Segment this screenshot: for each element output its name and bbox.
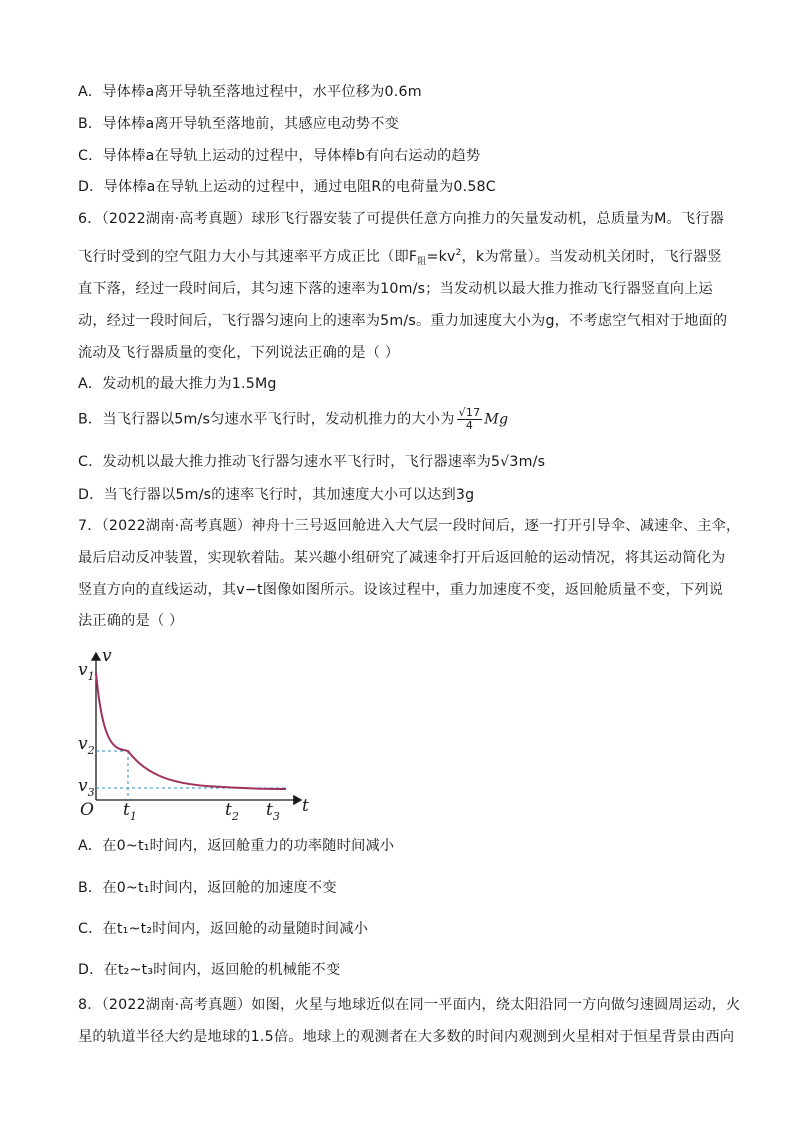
q7-stem-line-2: 最后启动反冲装置，实现软着陆。某兴趣小组研究了减速伞打开后返回舱的运动情况，将其运动简化为 [78,550,726,566]
v1-label: $v_1$ [78,660,95,683]
q6-stem-line-5: 流动及飞行器质量的变化，下列说法正确的是（ ） [78,345,400,361]
q6-option-d: D．当飞行器以5m/s的速率飞行时，其加速度大小可以达到3g [78,487,475,503]
q6-stem-line-1: 6．（2022湖南·高考真题）球形飞行器安装了可提供任意方向推力的矢量发动机，总质量为M。飞行器 [78,211,725,227]
q7-option-d: D．在t₂~t₃时间内，返回舱的机械能不变 [78,962,341,978]
q6-drag-subscript: 阻 [417,257,427,267]
q6-stem-line-2 [78,243,722,272]
q6-option-c: C．发动机以最大推力推动飞行器匀速水平飞行时，飞行器速率为5√3m/s [78,454,546,470]
q5-option-c: C．导体棒a在导轨上运动的过程中，导体棒b有向右运动的趋势 [78,148,481,164]
q6-stem-line-3: 直下落，经过一段时间后，其匀速下落的速率为10m/s；当发动机以最大推力推动飞行器竖直向上运 [78,281,713,297]
q6-stem-line-2-part-c: ，k为常量）。当发动机关闭时，飞行器竖 [461,249,722,265]
q6-option-b-mg: Mg [484,411,509,428]
q5-option-a: A．导体棒a离开导轨至落地过程中，水平位移为0.6m [78,84,422,100]
q6-square-superscript: 2 [455,248,462,258]
t-axis-label: t [302,796,309,816]
q7-option-b: B．在0~t₁时间内，返回舱的加速度不变 [78,880,337,896]
q7-stem-line-4: 法正确的是（ ） [78,613,184,629]
t2-label: $t_2$ [225,800,239,823]
q7-option-a: A．在0~t₁时间内，返回舱重力的功率随时间减小 [78,838,395,854]
q6-option-a: A．发动机的最大推力为1.5Mg [78,376,277,392]
v-t-graph [76,645,316,825]
v2-label: $v_2$ [78,734,95,757]
t3-label: $t_3$ [266,800,280,823]
q6-stem-line-2-part-b: =kv [426,249,456,265]
t1-label: $t_1$ [123,800,137,823]
velocity-curve [96,673,286,789]
q7-option-c: C．在t₁~t₂时间内，返回舱的动量随时间减小 [78,921,369,937]
q6-option-b-numerator: √17 [458,406,481,419]
q6-option-b-denominator: 4 [465,419,474,432]
q7-stem-line-1: 7．（2022湖南·高考真题）神舟十三号返回舱进入大气层一段时间后，逐一打开引导伞、减速伞、主伞， [78,518,741,534]
q6-option-b [78,407,508,432]
q7-stem-line-3: 竖直方向的直线运动，其v−t图像如图所示。设该过程中，重力加速度不变，返回舱质量不变，下列说 [78,582,724,598]
q8-stem-line-2: 星的轨道半径大约是地球的1.5倍。地球上的观测者在大多数的时间内观测到火星相对于恒星背景由西向 [78,1029,735,1045]
q6-option-b-fraction [457,407,483,432]
q6-stem-line-4: 动，经过一段时间后，飞行器匀速向上的速率为5m/s。重力加速度大小为g，不考虑空气相对于地面的 [78,313,728,329]
origin-label: O [80,800,94,820]
v-axis-label: v [102,646,112,666]
v3-label: $v_3$ [78,776,95,799]
q6-option-b-text: B．当飞行器以5m/s匀速水平飞行时，发动机推力的大小为 [78,411,455,428]
q5-option-d: D．导体棒a在导轨上运动的过程中，通过电阻R的电荷量为0.58C [78,179,496,195]
q6-stem-line-2-part-a: 飞行时受到的空气阻力大小与其速率平方成正比（即F [78,249,418,265]
q8-stem-line-1: 8．（2022湖南·高考真题）如图，火星与地球近似在同一平面内，绕太阳沿同一方向做匀速圆周运动，火 [78,997,741,1013]
q5-option-b: B．导体棒a离开导轨至落地前，其感应电动势不变 [78,116,399,132]
